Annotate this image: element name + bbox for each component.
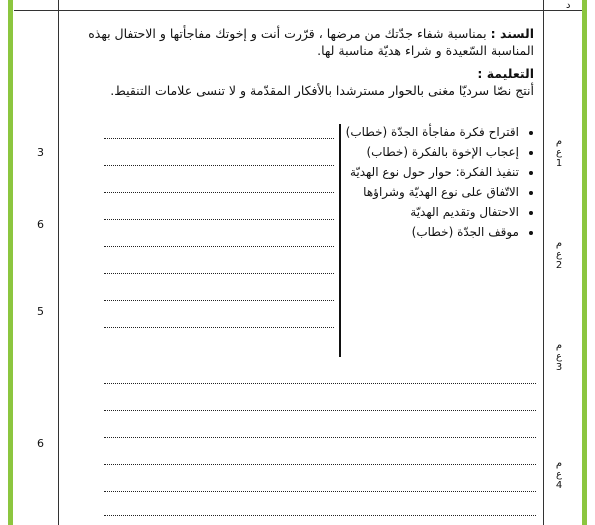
criterion-2 — [552, 238, 566, 271]
score-3: 5 — [37, 305, 44, 318]
instruction-paragraph — [64, 65, 534, 99]
criterion-sub: ع — [556, 469, 562, 480]
writing-line[interactable] — [104, 165, 334, 166]
criterion-letter: م — [555, 340, 563, 351]
writing-line[interactable] — [104, 138, 334, 139]
criterion-1 — [552, 136, 566, 169]
vertical-divider — [339, 124, 341, 357]
writing-line[interactable] — [104, 273, 334, 274]
writing-line[interactable] — [104, 515, 536, 516]
idea-item: • موقف الجدّة (خطاب) — [345, 224, 519, 241]
writing-line[interactable] — [104, 192, 334, 193]
writing-line[interactable] — [104, 437, 536, 438]
writing-line[interactable] — [104, 410, 536, 411]
criterion-num: 3 — [555, 362, 563, 373]
idea-item: • الاحتفال وتقديم الهديّة — [345, 204, 519, 221]
writing-line[interactable] — [104, 327, 334, 328]
writing-line[interactable] — [104, 300, 334, 301]
ideas-list — [345, 124, 535, 244]
instruction-text: أنتج نصّا سرديّا مغنى بالحوار مسترشدا بالأفكار المقدّمة و لا تنسى علامات التنقيط. — [110, 83, 534, 98]
idea-item: • إعجاب الإخوة بالفكرة (خطاب) — [345, 144, 519, 161]
score-4: 6 — [37, 437, 44, 450]
score-1: 3 — [37, 146, 44, 159]
score-2: 6 — [37, 218, 44, 231]
writing-line[interactable] — [104, 383, 536, 384]
criterion-3 — [552, 340, 566, 373]
writing-line[interactable] — [104, 491, 536, 492]
criterion-sub: ع — [556, 147, 562, 158]
left-border — [8, 0, 13, 525]
criterion-sub: ع — [556, 249, 562, 260]
criterion-letter: م — [555, 136, 563, 147]
writing-line[interactable] — [104, 219, 334, 220]
sanad-paragraph — [64, 25, 534, 59]
criterion-num: 4 — [555, 480, 563, 491]
criterion-num: 2 — [555, 260, 563, 271]
right-border — [582, 0, 587, 525]
criterion-letter: م — [555, 238, 563, 249]
idea-item: • اقتراح فكرة مفاجأة الجدّة (خطاب) — [345, 124, 519, 141]
sanad-label: السند : — [490, 26, 534, 41]
criterion-4 — [552, 458, 566, 491]
criterion-sub: ع — [556, 351, 562, 362]
right-frame-line — [543, 0, 544, 525]
idea-item: • الاتّفاق على نوع الهديّة وشراؤها — [345, 184, 519, 201]
writing-line[interactable] — [104, 246, 334, 247]
sanad-text: بمناسبة شفاء جدّتك من مرضها ، قرّرت أنت و إخوتك مفاجأتها و الاحتفال بهذه المناسبة السّعيدة و شراء هديّة مناسبة لها. — [88, 26, 534, 58]
criterion-num: 1 — [555, 158, 563, 169]
instruction-label: التعليمة : — [477, 66, 534, 81]
top-mark: د — [566, 0, 571, 11]
idea-item: • تنفيذ الفكرة: حوار حول نوع الهديّة — [345, 164, 519, 181]
writing-line[interactable] — [104, 464, 536, 465]
left-frame-line — [58, 0, 59, 525]
criterion-letter: م — [555, 458, 563, 469]
top-rule — [14, 10, 582, 11]
